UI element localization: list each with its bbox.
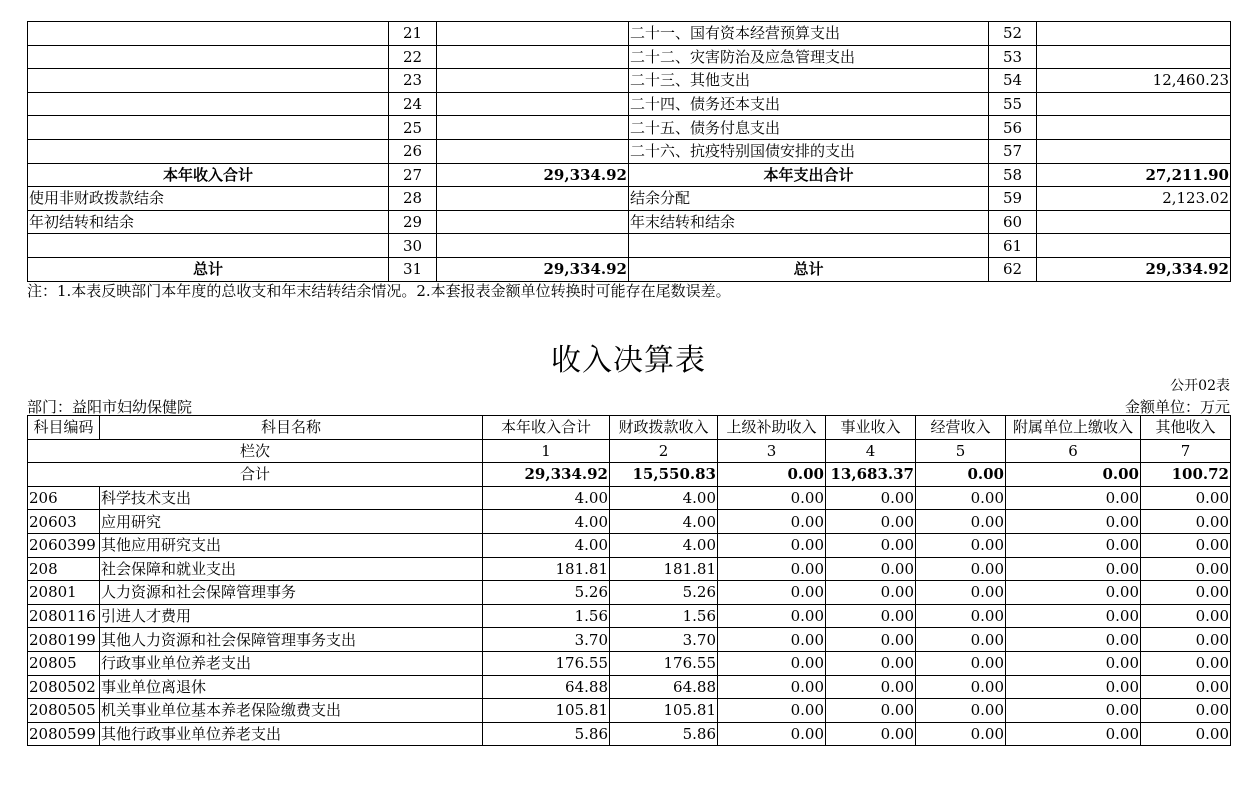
subject-code: 20805	[28, 651, 100, 675]
total-label: 合计	[28, 463, 483, 487]
left-value	[437, 22, 629, 46]
right-line-number: 61	[989, 234, 1037, 258]
table-row	[28, 510, 1231, 534]
header-row	[28, 416, 1231, 440]
amount-cell: 0.00	[826, 557, 916, 581]
right-value	[1037, 234, 1231, 258]
summary-row	[28, 92, 1231, 116]
amount-cell: 0.00	[1006, 510, 1141, 534]
income-table	[27, 415, 1231, 746]
total-value: 13,683.37	[826, 463, 916, 487]
left-label: 本年收入合计	[28, 163, 389, 187]
left-label	[28, 69, 389, 93]
left-value	[437, 187, 629, 211]
amount-cell: 0.00	[826, 604, 916, 628]
left-label	[28, 22, 389, 46]
right-label: 二十三、其他支出	[629, 69, 989, 93]
left-value	[437, 116, 629, 140]
total-value: 29,334.92	[483, 463, 610, 487]
amount-cell: 0.00	[718, 486, 826, 510]
amount-cell: 0.00	[1006, 486, 1141, 510]
amount-cell: 64.88	[483, 675, 610, 699]
form-code: 公开02表	[1170, 378, 1230, 394]
subject-code: 2080502	[28, 675, 100, 699]
right-label: 二十六、抗疫特别国债安排的支出	[629, 139, 989, 163]
left-value	[437, 92, 629, 116]
amount-cell: 0.00	[718, 557, 826, 581]
right-label: 本年支出合计	[629, 163, 989, 187]
subject-code: 2080599	[28, 722, 100, 746]
subject-code: 206	[28, 486, 100, 510]
amount-cell: 4.00	[610, 486, 718, 510]
amount-cell: 0.00	[1141, 651, 1231, 675]
table-row	[28, 581, 1231, 605]
summary-table	[27, 21, 1231, 282]
amount-cell: 0.00	[718, 651, 826, 675]
amount-cell: 0.00	[916, 533, 1006, 557]
left-value	[437, 69, 629, 93]
subject-code: 2080505	[28, 699, 100, 723]
right-label	[629, 234, 989, 258]
column-number: 5	[916, 439, 1006, 463]
subject-name: 事业单位离退休	[100, 675, 483, 699]
right-value: 29,334.92	[1037, 257, 1231, 281]
right-value: 2,123.02	[1037, 187, 1231, 211]
left-line-number: 23	[389, 69, 437, 93]
right-line-number: 55	[989, 92, 1037, 116]
header-cell: 上级补助收入	[718, 416, 826, 440]
amount-cell: 0.00	[1006, 722, 1141, 746]
left-value	[437, 45, 629, 69]
summary-row	[28, 139, 1231, 163]
amount-cell: 0.00	[916, 699, 1006, 723]
header-cell: 事业收入	[826, 416, 916, 440]
right-line-number: 57	[989, 139, 1037, 163]
amount-cell: 0.00	[1006, 557, 1141, 581]
page-title: 收入决算表	[551, 343, 706, 378]
right-line-number: 62	[989, 257, 1037, 281]
amount-cell: 0.00	[826, 628, 916, 652]
left-label	[28, 45, 389, 69]
amount-cell: 5.26	[610, 581, 718, 605]
amount-cell: 5.86	[610, 722, 718, 746]
amount-cell: 0.00	[826, 581, 916, 605]
header-cell: 经营收入	[916, 416, 1006, 440]
right-label: 二十四、债务还本支出	[629, 92, 989, 116]
right-label: 二十五、债务付息支出	[629, 116, 989, 140]
left-line-number: 24	[389, 92, 437, 116]
amount-cell: 181.81	[610, 557, 718, 581]
amount-cell: 181.81	[483, 557, 610, 581]
table-row	[28, 675, 1231, 699]
left-label: 年初结转和结余	[28, 210, 389, 234]
right-label: 年末结转和结余	[629, 210, 989, 234]
subject-name: 其他人力资源和社会保障管理事务支出	[100, 628, 483, 652]
left-value	[437, 139, 629, 163]
amount-cell: 0.00	[1006, 533, 1141, 557]
amount-cell: 0.00	[916, 675, 1006, 699]
subject-name: 行政事业单位养老支出	[100, 651, 483, 675]
amount-cell: 176.55	[483, 651, 610, 675]
subject-name: 应用研究	[100, 510, 483, 534]
amount-cell: 64.88	[610, 675, 718, 699]
total-value: 15,550.83	[610, 463, 718, 487]
right-label: 二十一、国有资本经营预算支出	[629, 22, 989, 46]
total-row	[28, 463, 1231, 487]
subject-code: 20603	[28, 510, 100, 534]
column-number: 6	[1006, 439, 1141, 463]
column-number-label: 栏次	[28, 439, 483, 463]
right-line-number: 52	[989, 22, 1037, 46]
amount-cell: 0.00	[916, 722, 1006, 746]
header-cell: 本年收入合计	[483, 416, 610, 440]
amount-cell: 0.00	[1141, 510, 1231, 534]
header-cell: 其他收入	[1141, 416, 1231, 440]
column-number: 2	[610, 439, 718, 463]
amount-cell: 4.00	[610, 533, 718, 557]
amount-cell: 5.86	[483, 722, 610, 746]
amount-cell: 0.00	[916, 604, 1006, 628]
left-line-number: 28	[389, 187, 437, 211]
left-label	[28, 139, 389, 163]
summary-row	[28, 163, 1231, 187]
amount-cell: 0.00	[1141, 604, 1231, 628]
department-label: 部门：益阳市妇幼保健院	[27, 398, 193, 416]
left-line-number: 22	[389, 45, 437, 69]
right-line-number: 58	[989, 163, 1037, 187]
subject-code: 2060399	[28, 533, 100, 557]
amount-cell: 0.00	[1006, 604, 1141, 628]
summary-row	[28, 234, 1231, 258]
subject-code: 208	[28, 557, 100, 581]
header-cell: 科目名称	[100, 416, 483, 440]
summary-row	[28, 116, 1231, 140]
left-line-number: 29	[389, 210, 437, 234]
subject-name: 人力资源和社会保障管理事务	[100, 581, 483, 605]
amount-cell: 0.00	[1141, 675, 1231, 699]
amount-cell: 0.00	[1141, 486, 1231, 510]
amount-cell: 0.00	[916, 557, 1006, 581]
amount-cell: 0.00	[1006, 651, 1141, 675]
summary-row	[28, 187, 1231, 211]
right-value: 27,211.90	[1037, 163, 1231, 187]
column-number: 4	[826, 439, 916, 463]
table-row	[28, 628, 1231, 652]
amount-cell: 0.00	[1141, 628, 1231, 652]
right-line-number: 54	[989, 69, 1037, 93]
left-line-number: 31	[389, 257, 437, 281]
table-row	[28, 486, 1231, 510]
amount-cell: 0.00	[1141, 722, 1231, 746]
amount-cell: 4.00	[483, 510, 610, 534]
amount-cell: 0.00	[1141, 557, 1231, 581]
right-value	[1037, 210, 1231, 234]
right-label: 总计	[629, 257, 989, 281]
subject-name: 其他行政事业单位养老支出	[100, 722, 483, 746]
amount-cell: 0.00	[916, 510, 1006, 534]
subject-code: 2080116	[28, 604, 100, 628]
right-label: 结余分配	[629, 187, 989, 211]
amount-cell: 0.00	[1141, 699, 1231, 723]
amount-cell: 0.00	[1006, 675, 1141, 699]
right-value: 12,460.23	[1037, 69, 1231, 93]
right-value	[1037, 45, 1231, 69]
left-line-number: 30	[389, 234, 437, 258]
subject-code: 20801	[28, 581, 100, 605]
amount-cell: 0.00	[718, 675, 826, 699]
table-row	[28, 651, 1231, 675]
column-number: 3	[718, 439, 826, 463]
amount-cell: 0.00	[916, 486, 1006, 510]
amount-cell: 0.00	[718, 581, 826, 605]
amount-cell: 0.00	[718, 510, 826, 534]
amount-cell: 4.00	[483, 486, 610, 510]
left-label	[28, 116, 389, 140]
unit-label: 金额单位：万元	[1124, 398, 1230, 416]
amount-cell: 0.00	[826, 651, 916, 675]
amount-cell: 4.00	[483, 533, 610, 557]
right-line-number: 59	[989, 187, 1037, 211]
table-row	[28, 533, 1231, 557]
amount-cell: 0.00	[916, 651, 1006, 675]
subject-name: 机关事业单位基本养老保险缴费支出	[100, 699, 483, 723]
subject-name: 引进人才费用	[100, 604, 483, 628]
amount-cell: 0.00	[1006, 628, 1141, 652]
right-value	[1037, 22, 1231, 46]
summary-row	[28, 210, 1231, 234]
total-value: 0.00	[718, 463, 826, 487]
left-line-number: 26	[389, 139, 437, 163]
amount-cell: 0.00	[1006, 581, 1141, 605]
right-value	[1037, 92, 1231, 116]
amount-cell: 0.00	[826, 699, 916, 723]
left-label	[28, 92, 389, 116]
total-value: 0.00	[1006, 463, 1141, 487]
table-row	[28, 699, 1231, 723]
amount-cell: 0.00	[916, 581, 1006, 605]
amount-cell: 0.00	[1141, 533, 1231, 557]
amount-cell: 0.00	[718, 722, 826, 746]
header-cell: 财政拨款收入	[610, 416, 718, 440]
amount-cell: 5.26	[483, 581, 610, 605]
right-line-number: 60	[989, 210, 1037, 234]
column-number: 1	[483, 439, 610, 463]
total-value: 0.00	[916, 463, 1006, 487]
amount-cell: 0.00	[718, 699, 826, 723]
column-number: 7	[1141, 439, 1231, 463]
subject-name: 其他应用研究支出	[100, 533, 483, 557]
amount-cell: 0.00	[826, 675, 916, 699]
table-row	[28, 722, 1231, 746]
column-number-row	[28, 439, 1231, 463]
amount-cell: 0.00	[826, 722, 916, 746]
amount-cell: 0.00	[916, 628, 1006, 652]
right-label: 二十二、灾害防治及应急管理支出	[629, 45, 989, 69]
total-value: 100.72	[1141, 463, 1231, 487]
amount-cell: 0.00	[826, 510, 916, 534]
right-line-number: 56	[989, 116, 1037, 140]
summary-note: 注：1.本表反映部门本年度的总收支和年末结转结余情况。2.本套报表金额单位转换时可能存在尾数误差。	[27, 282, 731, 300]
amount-cell: 0.00	[1006, 699, 1141, 723]
subject-name: 社会保障和就业支出	[100, 557, 483, 581]
summary-row	[28, 257, 1231, 281]
left-label: 使用非财政拨款结余	[28, 187, 389, 211]
subject-code: 2080199	[28, 628, 100, 652]
left-line-number: 27	[389, 163, 437, 187]
table-row	[28, 557, 1231, 581]
right-value	[1037, 116, 1231, 140]
summary-row	[28, 22, 1231, 46]
summary-row	[28, 45, 1231, 69]
left-label: 总计	[28, 257, 389, 281]
left-line-number: 25	[389, 116, 437, 140]
amount-cell: 0.00	[826, 533, 916, 557]
header-cell: 附属单位上缴收入	[1006, 416, 1141, 440]
amount-cell: 0.00	[1141, 581, 1231, 605]
amount-cell: 0.00	[826, 486, 916, 510]
amount-cell: 0.00	[718, 604, 826, 628]
amount-cell: 1.56	[610, 604, 718, 628]
amount-cell: 176.55	[610, 651, 718, 675]
right-value	[1037, 139, 1231, 163]
subject-name: 科学技术支出	[100, 486, 483, 510]
amount-cell: 0.00	[718, 533, 826, 557]
amount-cell: 3.70	[610, 628, 718, 652]
left-value	[437, 234, 629, 258]
amount-cell: 3.70	[483, 628, 610, 652]
left-value: 29,334.92	[437, 163, 629, 187]
amount-cell: 105.81	[483, 699, 610, 723]
header-cell: 科目编码	[28, 416, 100, 440]
left-value: 29,334.92	[437, 257, 629, 281]
amount-cell: 4.00	[610, 510, 718, 534]
right-line-number: 53	[989, 45, 1037, 69]
left-label	[28, 234, 389, 258]
amount-cell: 105.81	[610, 699, 718, 723]
summary-row	[28, 69, 1231, 93]
table-row	[28, 604, 1231, 628]
left-value	[437, 210, 629, 234]
amount-cell: 1.56	[483, 604, 610, 628]
left-line-number: 21	[389, 22, 437, 46]
amount-cell: 0.00	[718, 628, 826, 652]
